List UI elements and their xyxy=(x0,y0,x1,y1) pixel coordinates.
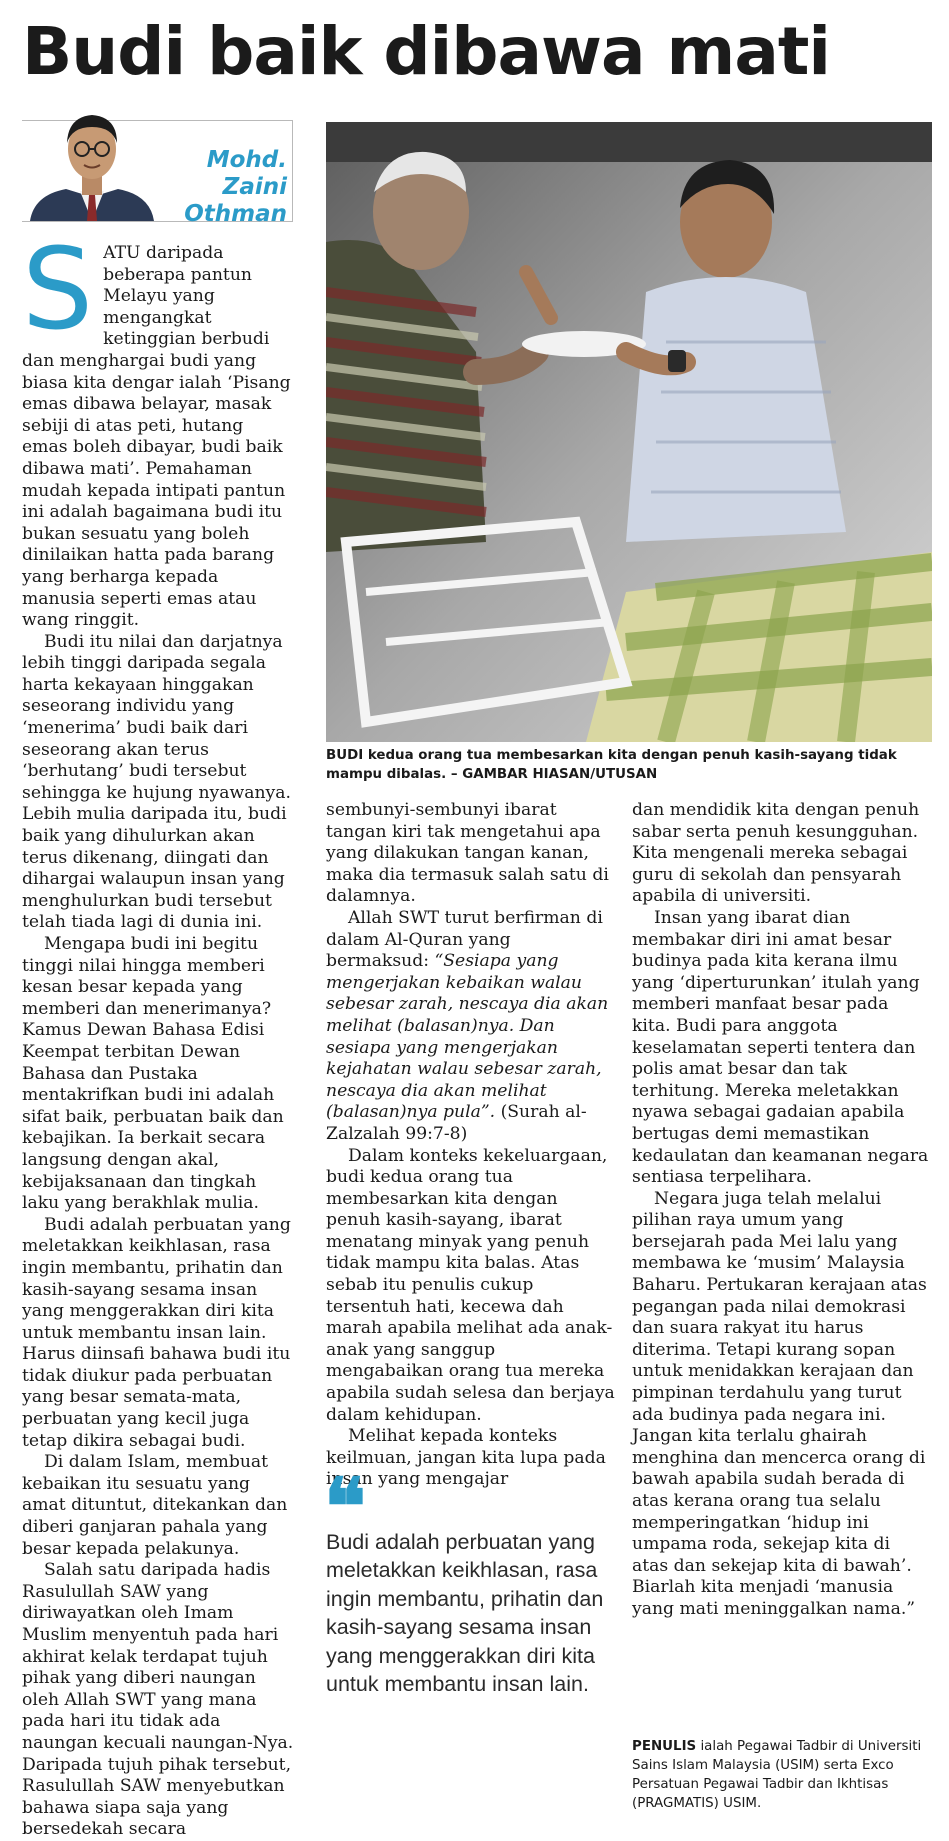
photo-caption: BUDI kedua orang tua membesarkan kita dengan penuh kasih-sayang tidak mampu dibalas. – GAMBAR HIASAN/UTUSAN xyxy=(326,748,897,782)
quote-mark-icon: ❝ xyxy=(324,1462,366,1553)
paragraph: ATU daripada beberapa pantun Melayu yang mengangkat ketinggian berbudi dan menghargai budi yang biasa kita dengar ialah ‘Pisang emas dibawa belayar, masak sebiji di atas peti, hutang emas boleh dibayar, budi baik dibawa mati’. Pemahaman mudah kepada intipati pantun ini adalah bagaimana budi itu bukan sesuatu yang boleh dinilaikan hatta pada barang yang berharga kepada manusia seperti emas atau wang ringgit. xyxy=(22,243,291,631)
paragraph: dan mendidik kita dengan penuh sabar serta penuh kesungguhan. Kita mengenali mereka sebagai guru di sekolah dan pensyarah apabila di universiti. xyxy=(632,800,920,907)
paragraph-lead: Allah SWT turut berfirman di dalam Al-Quran yang bermaksud: xyxy=(326,907,603,972)
paragraph-quran xyxy=(326,908,616,1146)
paragraph: Salah satu daripada hadis Rasulullah SAW yang diriwayatkan oleh Imam Muslim menyentuh pada hari akhirat kelak terdapat tujuh pihak yang diberi naungan oleh Allah SWT yang mana pada hari itu tidak ada naungan kecuali naungan-Nya. Daripada tujuh pihak tersebut, Rasulullah SAW menyebutkan bahawa siapa saja yang bersedekah secara xyxy=(22,1560,294,1840)
author-name xyxy=(172,147,287,228)
paragraph: Melihat kepada konteks keilmuan, jangan kita lupa pada insan yang mengajar xyxy=(326,1426,606,1490)
author-last-name: Othman xyxy=(184,201,287,227)
headline: Budi baik dibawa mati xyxy=(22,13,831,90)
paragraph: sembunyi-sembunyi ibarat tangan kiri tak mengetahui apa yang dilakukan tangan kanan, maka dia termasuk salah satu di dalamnya. xyxy=(326,800,609,907)
article-photo xyxy=(326,122,932,742)
writer-label: PENULIS xyxy=(632,1739,697,1754)
paragraph: Di dalam Islam, membuat kebaikan itu sesuatu yang amat dituntut, ditekankan dan diberi ganjaran pahala yang besar kepada pelakunya. xyxy=(22,1452,288,1559)
author-byline xyxy=(22,120,293,227)
quran-reference: (Surah al-Zalzalah 99:7-8) xyxy=(326,1102,587,1144)
drop-cap: S xyxy=(22,225,94,355)
photo-illustration xyxy=(326,122,932,742)
pull-quote xyxy=(324,1462,616,1698)
paragraph: Insan yang ibarat dian membakar diri ini amat besar budinya pada kita kerana ilmu yang ‘diperturunkan’ itulah yang memberi manfaat besar pada kita. Budi para anggota keselamatan seperti tentera dan polis amat besar dan tak terhitung. Mereka meletakkan nyawa sebagai gadaian apabila bertugas demi memastikan kedaulatan dan keamanan negara sentiasa terpelihara. xyxy=(632,907,929,1188)
paragraph: Mengapa budi ini begitu tinggi nilai hingga memberi kesan besar kepada yang memberi dan menerimanya? Kamus Dewan Bahasa Edisi Keempat terbitan Dewan Bahasa dan Pustaka mentakrifkan budi ini adalah sifat baik, perbuatan baik dan kebajikan. Ia berkait secara langsung dengan akal, kebijaksanaan dan tingkah laku yang berakhlak mulia. xyxy=(22,934,284,1214)
writer-note xyxy=(632,1737,932,1813)
column-3 xyxy=(632,800,930,1621)
author-first-name: Mohd. Zaini xyxy=(206,147,287,200)
paragraph: Budi itu nilai dan darjatnya lebih tinggi daripada segala harta kekayaan hinggakan seseorang individu yang ‘menerima’ budi baik dari seseorang akan terus ‘berhutang’ budi tersebut sehingga ke hujung nyawanya. Lebih mulia daripada itu, budi baik yang dihulurkan akan terus dikenang, diingati dan dihargai walaupun insan yang menghulurkan budi tersebut telah tiada lagi di dunia ini. xyxy=(22,631,291,933)
quran-quote: “Sesiapa yang mengerjakan kebaikan walau sebesar zarah, nescaya dia akan melihat (balasan)nya. Dan sesiapa yang mengerjakan kejahatan walau sebesar zarah, nescaya dia akan melihat (balasan)nya pula”. xyxy=(326,951,609,1123)
column-1 xyxy=(22,225,294,1841)
paragraph: Dalam konteks kekeluargaan, budi kedua orang tua membesarkan kita dengan penuh kasih-sayang, ibarat menatang minyak yang penuh tidak mampu kita balas. Atas sebab itu penulis cukup tersentuh hati, kecewa dah marah apabila melihat ada anak-anak yang sanggup mengabaikan orang tua mereka apabila sudah selesa dan berjaya dalam kehidupan. xyxy=(326,1145,615,1425)
column-2 xyxy=(326,800,616,1491)
paragraph: Budi adalah perbuatan yang meletakkan keikhlasan, rasa ingin membantu, prihatin dan kasih-sayang sesama insan yang menggerakkan diri kita untuk membantu insan lain. Harus diinsafi bahawa budi itu tidak diukur pada perbuatan yang besar semata-mata, perbuatan yang kecil juga tetap dikira sebagai budi. xyxy=(22,1214,291,1451)
author-avatar xyxy=(22,99,162,221)
pull-quote-text: Budi adalah perbuatan yang meletakkan keikhlasan, rasa ingin membantu, prihatin dan kasih-sayang sesama insan yang menggerakkan diri kita untuk membantu insan lain. xyxy=(326,1530,604,1697)
writer-bio: ialah Pegawai Tadbir di Universiti Sains Islam Malaysia (USIM) serta Exco Persatuan Pegawai Tadbir dan Ikhtisas (PRAGMATIS) USIM. xyxy=(632,1739,922,1811)
paragraph: Negara juga telah melalui pilihan raya umum yang bersejarah pada Mei lalu yang membawa ke ‘musim’ Malaysia Baharu. Pertukaran kerajaan atas pegangan pada nilai demokrasi dan suara rakyat itu harus diterima. Tetapi kurang sopan untuk menidakkan kerajaan dan pimpinan terdahulu yang turut ada budinya pada negara ini. Jangan kita terlalu ghairah menghina dan mencerca orang di bawah apabila sudah berada di atas kerana orang tua selalu memperingatkan ‘hidup ini umpama roda, sekejap kita di atas dan sekejap kita di bawah’. Biarlah kita menjadi ‘manusia yang mati meninggalkan nama.” xyxy=(632,1188,927,1619)
